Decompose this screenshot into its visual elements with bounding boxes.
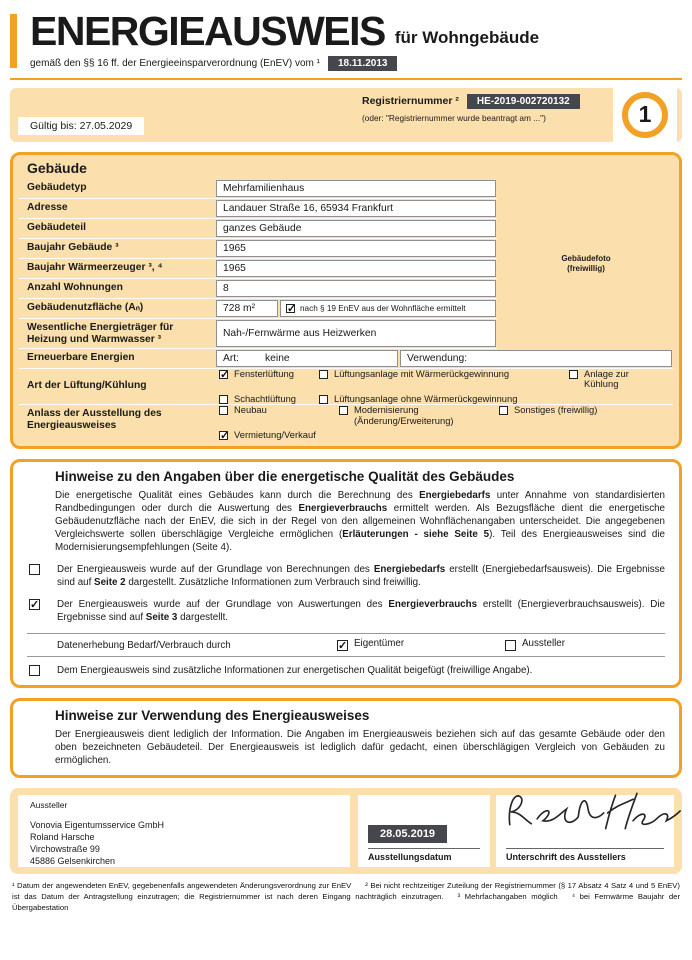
building-photo-placeholder: Gebäudefoto (freiwillig) [561, 253, 611, 273]
checkbox-bedarfsausweis[interactable] [29, 564, 40, 575]
usage-notes-title: Hinweise zur Verwendung des Energieausweises [55, 708, 370, 724]
issue-date-box [358, 795, 490, 867]
bedarfsausweis-text: Der Energieausweis wurde auf der Grundlage von Berechnungen des Energiebedarfs erstellt (Energiebedarfsausweis). Die Ergebnisse sind auf Seite 2 dargestellt. Zusätzliche Informationen zum Verbrauch sind freiwillig. [57, 564, 666, 589]
checkbox-anlage-kuehlung[interactable] [569, 370, 578, 379]
row-anzahl-wohnungen [19, 279, 497, 299]
checkbox-eigentuemer[interactable]: ✓ [338, 640, 348, 653]
row-label: Erneuerbare Energien [27, 351, 135, 363]
enev-date-box: 18.11.2013 [328, 56, 398, 71]
footnote-1: ¹ Datum der angewendeten EnEV, gegebenenfalls angewendeten Änderungsverordnung zur EnEV [12, 881, 352, 891]
row-label: Gebäudetyp [27, 181, 87, 193]
baujahr-waermeerzeuger-value: 1965 [216, 260, 496, 277]
energy-quality-notes-section [10, 459, 682, 688]
footnote-2: ² Bei nicht rechtzeitiger Zuteilung der Registriernummer (§ 17 Absatz 4 Satz 4 und 5 EnEV) ist das Datum der Antragstellung einzutragen; die Registriernummer ist nach deren Eingang nachträglich einzutragen. [12, 881, 680, 902]
checkbox-wohnflaeche-label: nach § 19 EnEV aus der Wohnfläche ermittelt [300, 303, 466, 313]
verbrauchsausweis-text: Der Energieausweis wurde auf der Grundlage von Auswertungen des Energieverbrauchs erstellt (Energieverbrauchsausweis). Die Ergebnisse sind auf Seite 3 dargestellt. [57, 599, 665, 624]
checkbox-schachtlueftung[interactable] [219, 395, 228, 404]
footnote-4: ⁴ bei Fernwärme Baujahr der Übergabestation [12, 892, 680, 913]
row-gebaeudenutzflaeche [19, 299, 497, 319]
erneuerbare-verwendung-cell [400, 350, 672, 367]
verbrauchsausweis-item [27, 598, 665, 624]
valid-until: Gültig bis: 27.05.2029 [18, 117, 144, 135]
document-subtitle: für Wohngebäude [394, 27, 540, 47]
checkbox-neubau[interactable] [219, 406, 228, 415]
registration-number-box: HE-2019-002720132 [467, 94, 580, 109]
row-erneuerbare-energien [19, 349, 673, 369]
zusatzinfo-item [27, 664, 665, 677]
row-gebaeudetyp [19, 179, 497, 199]
row-label: Baujahr Wärmeerzeuger ³, ⁴ [27, 261, 163, 273]
issuer-section [10, 788, 682, 874]
checkbox-lueftung-mit-wrg[interactable] [319, 370, 328, 379]
issuer-label: Aussteller [30, 800, 68, 811]
signature-label: Unterschrift des Ausstellers [506, 848, 664, 862]
nutzflaeche-value: 728 m² [216, 300, 278, 317]
registration-alt-note: (oder: "Registriernummer wurde beantragt am ...") [362, 112, 546, 123]
checkbox-zusatzinfo[interactable] [29, 665, 40, 676]
erneuerbare-art-cell [216, 350, 398, 367]
energietraeger-value: Nah-/Fernwärme aus Heizwerken [216, 320, 496, 347]
issuer-name: Roland Harsche [30, 831, 95, 842]
row-gebaeudeteil [19, 219, 497, 239]
zusatzinfo-text: Dem Energieausweis sind zusätzliche Informationen zur energetischen Qualität beigefügt (freiwillige Angabe). [57, 665, 533, 677]
document-header [10, 10, 682, 80]
checkbox-sonstiges[interactable] [499, 406, 508, 415]
document-title: ENERGIEAUSWEIS [30, 8, 385, 54]
issuer-street: Virchowstraße 99 [30, 843, 100, 854]
signature-image [498, 779, 684, 841]
gebaeudeteil-value: ganzes Gebäude [216, 220, 496, 237]
checkbox-aussteller[interactable] [505, 640, 516, 651]
row-baujahr-gebaeude [19, 239, 497, 259]
baujahr-gebaeude-value: 1965 [216, 240, 496, 257]
registration-number-label: Registriernummer ² [362, 95, 459, 108]
footnote-3: ³ Mehrfachangaben möglich [457, 892, 558, 902]
checkbox-modernisierung[interactable] [339, 406, 348, 415]
row-baujahr-waermeerzeuger [19, 259, 497, 279]
checkbox-vermietung-verkauf[interactable]: ✓ [220, 430, 230, 443]
checkbox-lueftung-ohne-wrg[interactable] [319, 395, 328, 404]
adresse-value: Landauer Straße 16, 65934 Frankfurt [216, 200, 496, 217]
quality-notes-title: Hinweise zu den Angaben über die energetische Qualität des Gebäudes [55, 468, 515, 484]
row-label: Adresse [27, 201, 68, 213]
row-anlass-ausstellung: Anlass der Ausstellung des Energieausweises Neubau Modernisierung (Änderung/Erweiterung) Sonstiges (freiwillig) ✓ Vermietung/Verkauf [19, 405, 673, 441]
row-label: Anlass der Ausstellung des Energieausweises [27, 407, 162, 432]
row-label: Gebäudeteil [27, 221, 86, 233]
gebaeudetyp-value: Mehrfamilienhaus [216, 180, 496, 197]
row-energietraeger [19, 319, 497, 349]
row-lueftung-kuehlung: Art der Lüftung/Kühlung ✓ Fensterlüftung Lüftungsanlage mit Wärmerückgewinnung Anlage zur Kühlung Schachtlüftung Lüftungsanlage ohne Wärmerückgewinnung [19, 369, 673, 405]
issue-date-value: 28.05.2019 [368, 825, 447, 843]
datenerhebung-label: Datenerhebung Bedarf/Verbrauch durch [57, 639, 231, 651]
row-adresse [19, 199, 497, 219]
row-label: Wesentliche Energieträger für Heizung und Warmwasser ³ [27, 321, 174, 346]
validity-registration-bar [10, 88, 682, 142]
checkbox-verbrauchsausweis[interactable]: ✓ [30, 599, 40, 612]
datenerhebung-row: Datenerhebung Bedarf/Verbrauch durch ✓ Eigentümer Aussteller [27, 633, 665, 657]
wohnflaeche-check-cell [280, 300, 496, 317]
row-label: Baujahr Gebäude ³ [27, 241, 119, 253]
page-number-badge: 1 [622, 92, 668, 138]
quality-notes-intro: Die energetische Qualität eines Gebäudes kann durch die Berechnung des Energiebedarfs unter Annahme von standardisierten Randbedingungen oder durch die Auswertung des Energieverbrauchs ermittelt werden. Als Bezugsfläche dient die energetische Gebäudenutzfläche nach der EnEV, die sich in der Regel von den allgemeinen Wohnflächenangaben unterscheidet. Die angegebenen Vergleichswerte sollen überschlägige Vergleiche ermöglichen (Erläuterungen - siehe Seite 5). Teil des Energieausweises sind die Modernisierungsempfehlungen (Seite 4). [55, 489, 666, 553]
signature-box [496, 795, 674, 867]
issue-date-label: Ausstellungsdatum [368, 848, 480, 862]
building-section [10, 152, 682, 449]
art-label: Art: [223, 352, 240, 364]
issuer-city: 45886 Gelsenkirchen [30, 856, 116, 867]
row-label: Gebäudenutzfläche (Aₙ) [27, 301, 144, 313]
usage-notes-section [10, 698, 682, 778]
bedarfsausweis-item [27, 563, 665, 589]
issuer-company: Vonovia Eigentumsservice GmbH [30, 819, 165, 830]
usage-notes-text: Der Energieausweis dient lediglich der Information. Die Angaben im Energieausweis beziehen sich auf das gesamte Gebäude oder den oben bezeichneten Gebäudeteil. Der Energieausweis ist lediglich dafür gedacht, einen überschlägigen Vergleich von Gebäuden zu ermöglichen. [55, 729, 665, 767]
building-section-title: Gebäude [27, 159, 87, 176]
anzahl-wohnungen-value: 8 [216, 280, 496, 297]
verwendung-label: Verwendung: [407, 352, 468, 364]
page-number-badge-frame [613, 83, 677, 147]
checkbox-wohnflaeche-ermittelt[interactable]: ✓ [287, 303, 297, 316]
row-label: Art der Lüftung/Kühlung [27, 380, 147, 392]
issuer-address-box [18, 795, 350, 867]
row-label: Anzahl Wohnungen [27, 281, 123, 293]
enev-reference: gemäß den §§ 16 ff. der Energieeinsparverordnung (EnEV) vom ¹ [30, 57, 320, 69]
footnotes [10, 881, 682, 914]
checkbox-fensterlueftung[interactable]: ✓ [220, 368, 230, 381]
accent-bar [10, 14, 17, 68]
art-value: keine [265, 352, 290, 364]
